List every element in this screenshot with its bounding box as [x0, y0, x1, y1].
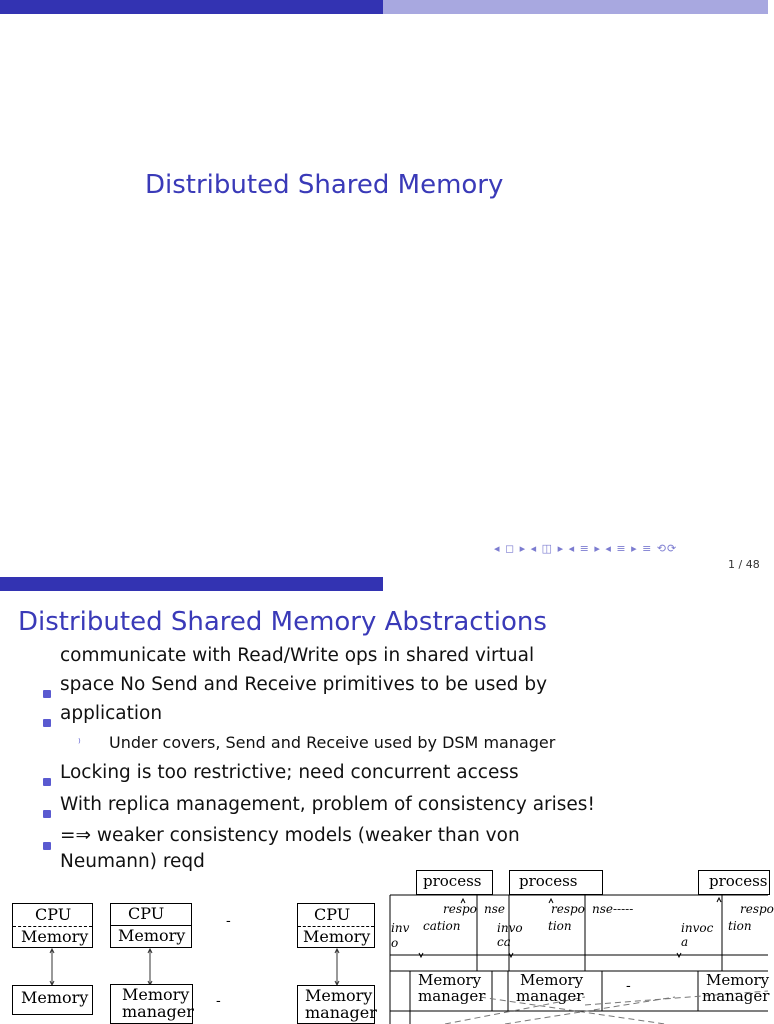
response-label: respo	[551, 902, 585, 916]
cpu-memory-box	[297, 903, 375, 948]
process-box	[509, 870, 603, 895]
memory-box	[12, 985, 93, 1015]
bullet-item-continued: Neumann) reqd	[60, 851, 205, 872]
bullet-marker	[43, 690, 51, 698]
bullet-marker	[43, 810, 51, 818]
body-line: space No Send and Receive primitives to be used by	[60, 674, 548, 695]
process-box	[416, 870, 493, 895]
memory-label: Memory	[21, 988, 89, 1007]
response-label: nse	[484, 902, 505, 916]
cpu-label: CPU	[35, 905, 72, 924]
invocation-label: invoc	[681, 921, 714, 935]
bullet-marker	[43, 719, 51, 727]
bullet-item: =⇒ weaker consistency models (weaker than von	[60, 825, 520, 846]
bullet-item: With replica management, problem of consistency arises!	[60, 794, 595, 815]
memory-manager-line2: manager	[702, 987, 770, 1005]
cpu-label: CPU	[314, 905, 351, 924]
process-label: process	[423, 872, 482, 890]
bullet-marker	[43, 842, 51, 850]
cpu-memory-box	[12, 903, 93, 948]
memory-label: Memory	[303, 927, 371, 946]
invocation-label: tion	[728, 919, 752, 933]
invocation-label: ca	[497, 935, 511, 949]
memory-manager-line2: manager	[418, 987, 486, 1005]
ellipsis-dash: -	[626, 978, 631, 994]
bullet-marker	[43, 778, 51, 786]
process-box	[698, 870, 770, 895]
response-label: respo	[443, 902, 477, 916]
memory-manager-line2: manager	[122, 1002, 194, 1021]
cpu-label: CPU	[128, 904, 165, 923]
slide-title-2: Distributed Shared Memory Abstractions	[18, 607, 547, 637]
beamer-navigation-bar[interactable]: ◂ ◻ ▸ ◂ ◫ ▸ ◂ ≡ ▸ ◂ ≡ ▸ ≡ ⟲⟳	[494, 542, 678, 555]
process-label: process	[709, 872, 768, 890]
header-bar-left	[0, 0, 383, 14]
memory-label: Memory	[21, 927, 89, 946]
cpu-memory-box	[110, 903, 192, 948]
invocation-label: inv	[391, 921, 410, 935]
page-number: 1 / 48	[728, 558, 760, 571]
header-bar-right	[383, 0, 768, 14]
memory-manager-line1: Memory	[418, 971, 482, 989]
memory-manager-box	[297, 985, 375, 1024]
memory-manager-line1: Memory	[305, 986, 373, 1005]
invocation-label: invo	[497, 921, 523, 935]
connector-arrows	[0, 948, 390, 988]
memory-manager-line2: manager	[305, 1003, 377, 1022]
sub-bullet-marker: ⁾	[78, 736, 81, 749]
memory-manager-line2: manager	[516, 987, 584, 1005]
response-label: respo	[740, 902, 774, 916]
sub-item: Under covers, Send and Receive used by DSM manager	[109, 733, 556, 752]
memory-manager-line1: Memory	[520, 971, 584, 989]
memory-manager-line1: Memory	[706, 971, 770, 989]
invocation-label: o	[391, 936, 399, 950]
memory-manager-line1: Memory	[122, 985, 190, 1004]
bullet-item: Locking is too restrictive; need concurrent access	[60, 762, 519, 783]
process-label: process	[519, 872, 578, 890]
memory-manager-box	[110, 984, 193, 1024]
body-line: application	[60, 703, 163, 724]
response-label: nse-----	[592, 902, 634, 916]
ellipsis-dash: -	[216, 993, 221, 1009]
slide-title: Distributed Shared Memory	[145, 170, 504, 200]
invocation-label: tion	[548, 919, 572, 933]
invocation-label: cation	[423, 919, 461, 933]
body-line: communicate with Read/Write ops in shared virtual	[60, 645, 535, 666]
memory-label: Memory	[118, 926, 186, 945]
header-bar-left-2	[0, 577, 383, 591]
invocation-label: a	[681, 935, 689, 949]
ellipsis-dash: -	[226, 913, 231, 929]
